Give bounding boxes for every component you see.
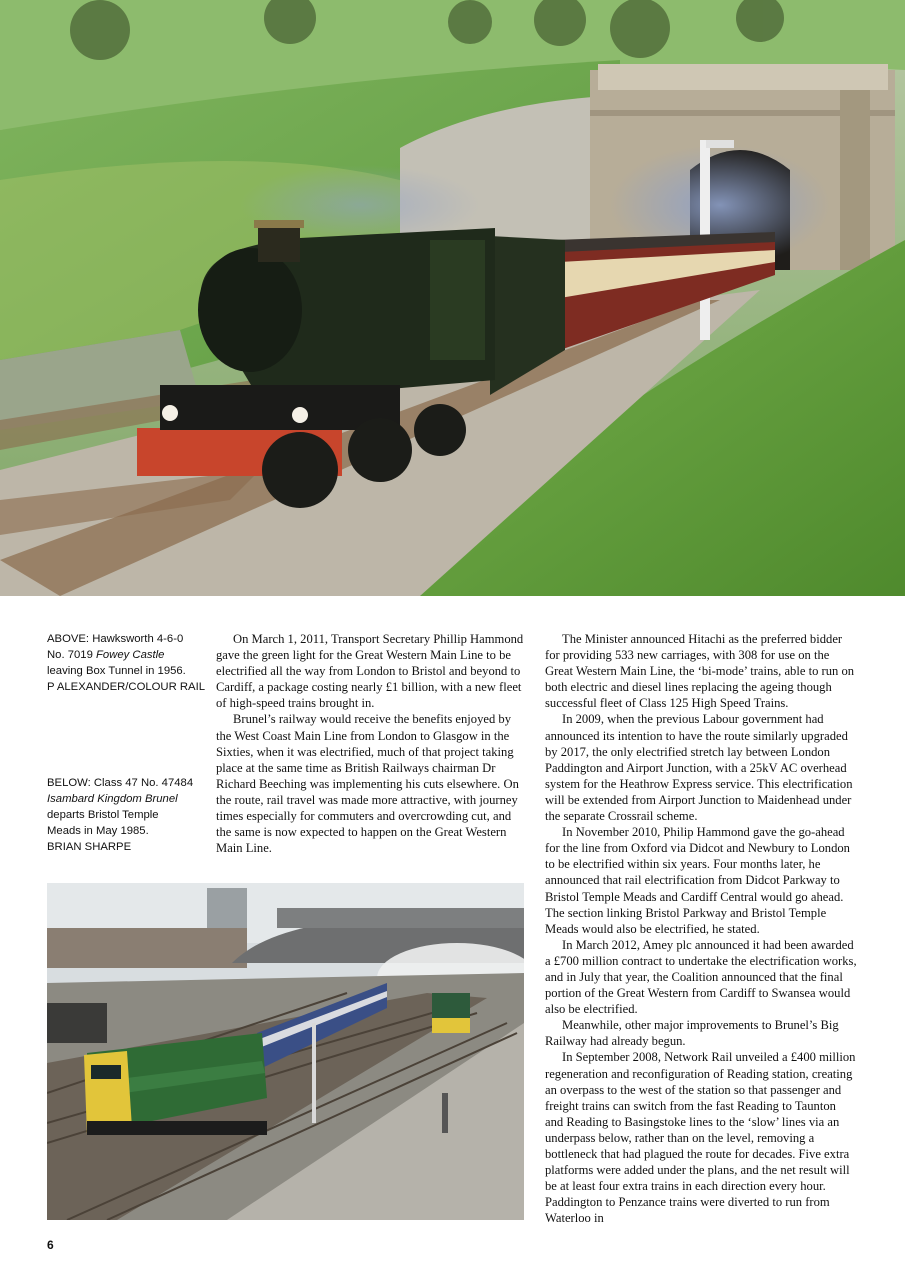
- caption-above-loco-name: Fowey Castle: [96, 649, 165, 661]
- paragraph: Meanwhile, other major improvements to Brunel’s Big Railway had already begun.: [545, 1018, 839, 1049]
- article-column-right: [545, 631, 857, 1226]
- caption-above-line1: ABOVE: Hawksworth 4-6-0: [47, 633, 184, 645]
- paragraph: In November 2010, Philip Hammond gave the go-ahead for the line from Oxford via Didcot and Newbury to London to be electrified within six years. Four months later, he announced that rail electrification from Didcot Parkway to Bristol Temple Meads and Cardiff Central would go ahead. The section linking Bristol Parkway and Bristol Temple Meads would also be electrified, he stated.: [545, 825, 850, 936]
- paragraph: On March 1, 2011, Transport Secretary Phillip Hammond gave the green light for the Great Western Main Line to be electrified all the way from London to Bristol and beyond to Cardiff, a package costing nearly £1 billion, with a new fleet of high-speed trains brought in.: [216, 632, 524, 711]
- hero-photo: [0, 0, 905, 596]
- caption-below: [47, 775, 207, 855]
- paragraph: In March 2012, Amey plc announced it had been awarded a £700 million contract to undertake the electrification works, and in July that year, the Coalition announced that the final portion of the Great Western from Cardiff to Swansea would also be electrified.: [545, 937, 857, 1017]
- article-column-middle: [216, 631, 524, 856]
- caption-above-line3: leaving Box Tunnel in 1956.: [47, 665, 186, 677]
- caption-above-number: No. 7019: [47, 649, 96, 661]
- caption-above: [47, 631, 207, 695]
- paragraph: Brunel’s railway would receive the benefits enjoyed by the West Coast Main Line from London to Glasgow in the Sixties, when it was electrified, much of that project taking place at the same time as British Railways chairman Dr Richard Beeching was implementing his cuts elsewhere. On the route, rail travel was made more attractive, with journey times especially for commuters and overcrowding cut, and the same is now expected to happen on the Great Western Main Line.: [216, 712, 519, 856]
- caption-above-line2: [47, 647, 207, 663]
- caption-below-credit: BRIAN SHARPE: [47, 841, 132, 853]
- paragraph: In 2009, when the previous Labour government had announced its intention to have the route similarly upgraded by 2017, the only electrified stretch lay between London Paddington and Airport Junction, with a 25kV AC overhead system for the Heathrow Express service. This electrification will be extended from Airport Junction to Maidenhead under the separate Crossrail scheme.: [545, 712, 853, 824]
- caption-below-loco-name: Isambard Kingdom Brunel: [47, 793, 178, 805]
- caption-below-line3: departs Bristol Temple: [47, 809, 159, 821]
- caption-below-line1: BELOW: Class 47 No. 47484: [47, 777, 194, 789]
- caption-below-line4: Meads in May 1985.: [47, 825, 149, 837]
- diesel-locomotive-photo: [47, 883, 524, 1220]
- bristol-temple-meads-photo: [47, 883, 524, 1220]
- steam-locomotive-photo: [0, 0, 905, 596]
- paragraph: In September 2008, Network Rail unveiled a £400 million regeneration and reconfiguration of Reading station, creating an overpass to the west of the station so that passenger and freight trains can switch from the fast Reading to Taunton and Reading to Basingstoke lines to the ‘slow’ lines via an underpass below, rather than on the level, removing a bottleneck that had plagued the route for decades. Five extra platforms were added under the plans, and the net result will be at least four extra trains in each direction every hour. Paddington to Penzance trains were diverted to run from Waterloo in: [545, 1050, 856, 1226]
- paragraph: The Minister announced Hitachi as the preferred bidder for providing 533 new carriages, with 308 for use on the Great Western Main Line, the ‘bi-mode’ trains, able to run on both electric and diesel lines replacing the ageing though successful fleet of Class 125 High Speed Trains.: [545, 632, 855, 711]
- page-number: 6: [47, 1238, 54, 1252]
- caption-above-credit: P ALEXANDER/COLOUR RAIL: [47, 681, 206, 693]
